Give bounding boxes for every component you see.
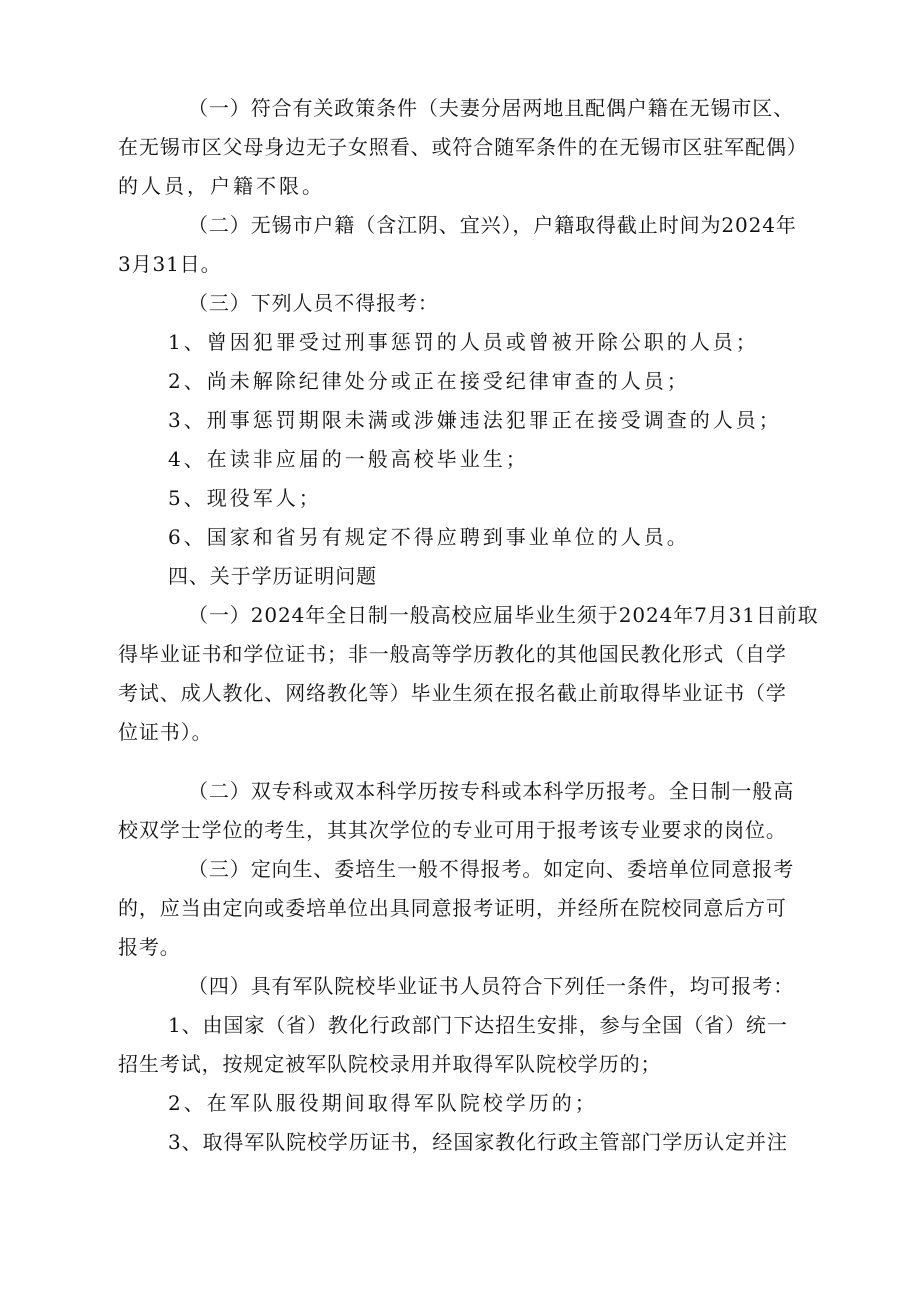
- paragraph-line: 招生考试，按规定被军队院校录用并取得军队院校学历的；: [118, 1052, 662, 1076]
- list-item: 1、曾因犯罪受过刑事惩罚的人员或曾被开除公职的人员；: [168, 330, 759, 354]
- paragraph-line: 得毕业证书和学位证书；非一般高等学历教化的其他国民教化形式（自学: [118, 642, 787, 666]
- list-item: 2、尚未解除纪律处分或正在接受纪律审查的人员；: [168, 369, 690, 393]
- list-item: 2、在军队服役期间取得军队院校学历的；: [168, 1091, 598, 1115]
- paragraph-line: （三）下列人员不得报考：: [188, 291, 439, 315]
- paragraph-line: （四）具有军队院校毕业证书人员符合下列任一条件，均可报考：: [188, 974, 795, 998]
- paragraph-line: （一）符合有关政策条件（夫妻分居两地且配偶户籍在无锡市区、: [188, 96, 795, 120]
- paragraph-line: 报考。: [118, 935, 181, 959]
- list-item: 5、现役军人；: [168, 486, 322, 510]
- paragraph-line: （三）定向生、委培生一般不得报考。如定向、委培单位同意报考: [188, 857, 795, 881]
- paragraph-line: （一）2024年全日制一般高校应届毕业生须于2024年7月31日前取: [188, 603, 819, 627]
- paragraph-line: （二）双专科或双本科学历按专科或本科学历报考。全日制一般高: [188, 779, 795, 803]
- section-heading: 四、关于学历证明问题: [168, 564, 377, 588]
- paragraph-line: 的，应当由定向或委培单位出具同意报考证明，并经所在院校同意后方可: [118, 896, 787, 920]
- paragraph-line: 位证书）。: [118, 720, 213, 744]
- paragraph-line: 在无锡市区父母身边无子女照看、或符合随军条件的在无锡市区驻军配偶）: [118, 135, 808, 159]
- list-item: 3、取得军队院校学历证书，经国家教化行政主管部门学历认定并注: [168, 1130, 788, 1154]
- paragraph-line: 校双学士学位的考生，其其次学位的专业可用于报考该专业要求的岗位。: [118, 818, 787, 842]
- paragraph-line: 的人员，户籍不限。: [118, 174, 325, 198]
- list-item: 1、由国家（省）教化行政部门下达招生安排，参与全国（省）统一: [168, 1013, 788, 1037]
- list-item: 4、在读非应届的一般高校毕业生；: [168, 447, 529, 471]
- list-item: 6、国家和省另有规定不得应聘到事业单位的人员。: [168, 525, 690, 549]
- paragraph-line: （二）无锡市户籍（含江阴、宜兴），户籍取得截止时间为2024年: [188, 213, 797, 237]
- paragraph-line: 考试、成人教化、网络教化等）毕业生须在报名截止前取得毕业证书（学: [118, 681, 787, 705]
- list-item: 3、刑事惩罚期限未满或涉嫌违法犯罪正在接受调查的人员；: [168, 408, 782, 432]
- paragraph-line: 3月31日。: [118, 252, 222, 276]
